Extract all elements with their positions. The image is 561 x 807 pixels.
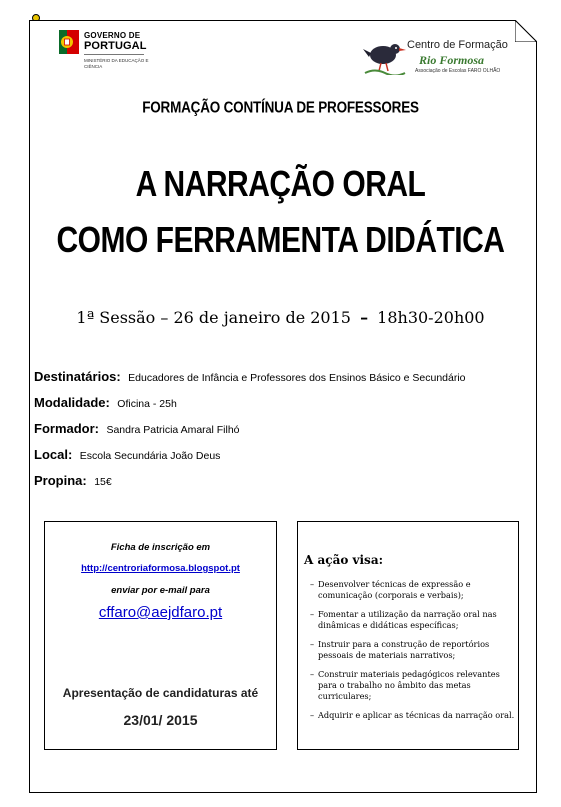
goals-box <box>297 521 519 750</box>
centro-name: Centro de Formação <box>407 39 508 51</box>
portugal-coat-of-arms-icon <box>59 30 79 54</box>
portugal-line: PORTUGAL <box>84 40 147 52</box>
goals-list <box>310 579 516 729</box>
centro-subname: Rio Formosa <box>419 53 485 67</box>
deadline-date: 23/01/ 2015 <box>123 712 198 728</box>
centro-formacao-logo <box>363 33 508 83</box>
governo-line: GOVERNO DE <box>84 31 141 40</box>
bird-logo-icon <box>363 35 407 75</box>
governo-portugal-logo <box>59 30 169 78</box>
session-time: 18h30-20h00 <box>377 308 485 327</box>
info-label: Local: <box>34 447 73 462</box>
flyer-title-line1: A NARRAÇÃO ORAL <box>135 164 426 205</box>
info-destinatarios <box>34 368 466 386</box>
goals-title: A ação visa: <box>304 553 384 567</box>
info-value: Educadores de Infância e Professores dos Ensinos Básico e Secundário <box>128 372 466 384</box>
divider <box>84 54 144 55</box>
registration-form-label: Ficha de inscrição em <box>110 542 211 553</box>
list-item: – Desenvolver técnicas de expressão e comunicação (corporais e verbais); <box>310 579 516 601</box>
deadline-label: Apresentação de candidaturas até <box>62 686 259 700</box>
info-value: 15€ <box>94 476 112 488</box>
list-item: – Adquirir e aplicar as técnicas da narração oral. <box>310 710 516 721</box>
info-local <box>34 446 220 464</box>
session-date: 1ª Sessão – 26 de janeiro de 2015 <box>76 308 351 327</box>
registration-email-link[interactable]: cffaro@aejdfaro.pt <box>98 604 223 621</box>
info-propina <box>34 472 112 490</box>
info-label: Formador: <box>34 421 99 436</box>
flyer-subtitle: FORMAÇÃO CONTÍNUA DE PROFESSORES <box>142 98 419 117</box>
list-item: – Fomentar a utilização da narração oral nas dinâmicas e didáticas específicas; <box>310 609 516 631</box>
session-dash: – <box>360 308 369 327</box>
info-label: Propina: <box>34 473 87 488</box>
list-item: – Construir materiais pedagógicos relevantes para o trabalho no âmbito das metas curriculares; <box>310 669 516 702</box>
list-item: – Instruir para a construção de reportórios pessoais de materiais narrativos; <box>310 639 516 661</box>
flyer-title-line2: COMO FERRAMENTA DIDÁTICA <box>56 220 505 261</box>
ministry-name: MINISTÉRIO DA EDUCAÇÃO E CIÊNCIA <box>84 58 149 69</box>
session-info <box>0 308 561 327</box>
info-value: Sandra Patricia Amaral Filhó <box>106 424 240 436</box>
info-value: Oficina - 25h <box>117 398 177 410</box>
info-label: Modalidade: <box>34 395 110 410</box>
registration-box <box>44 521 277 750</box>
page-corner-fold-icon <box>515 20 537 42</box>
info-formador <box>34 420 240 438</box>
info-modalidade <box>34 394 177 412</box>
registration-link[interactable]: http://centroriaformosa.blogspot.pt <box>81 563 240 574</box>
email-instruction: enviar por e-mail para <box>111 585 210 596</box>
info-label: Destinatários: <box>34 369 121 384</box>
centro-association: Associação de Escolas FARO OLHÃO <box>415 68 501 74</box>
info-value: Escola Secundária João Deus <box>79 450 221 462</box>
